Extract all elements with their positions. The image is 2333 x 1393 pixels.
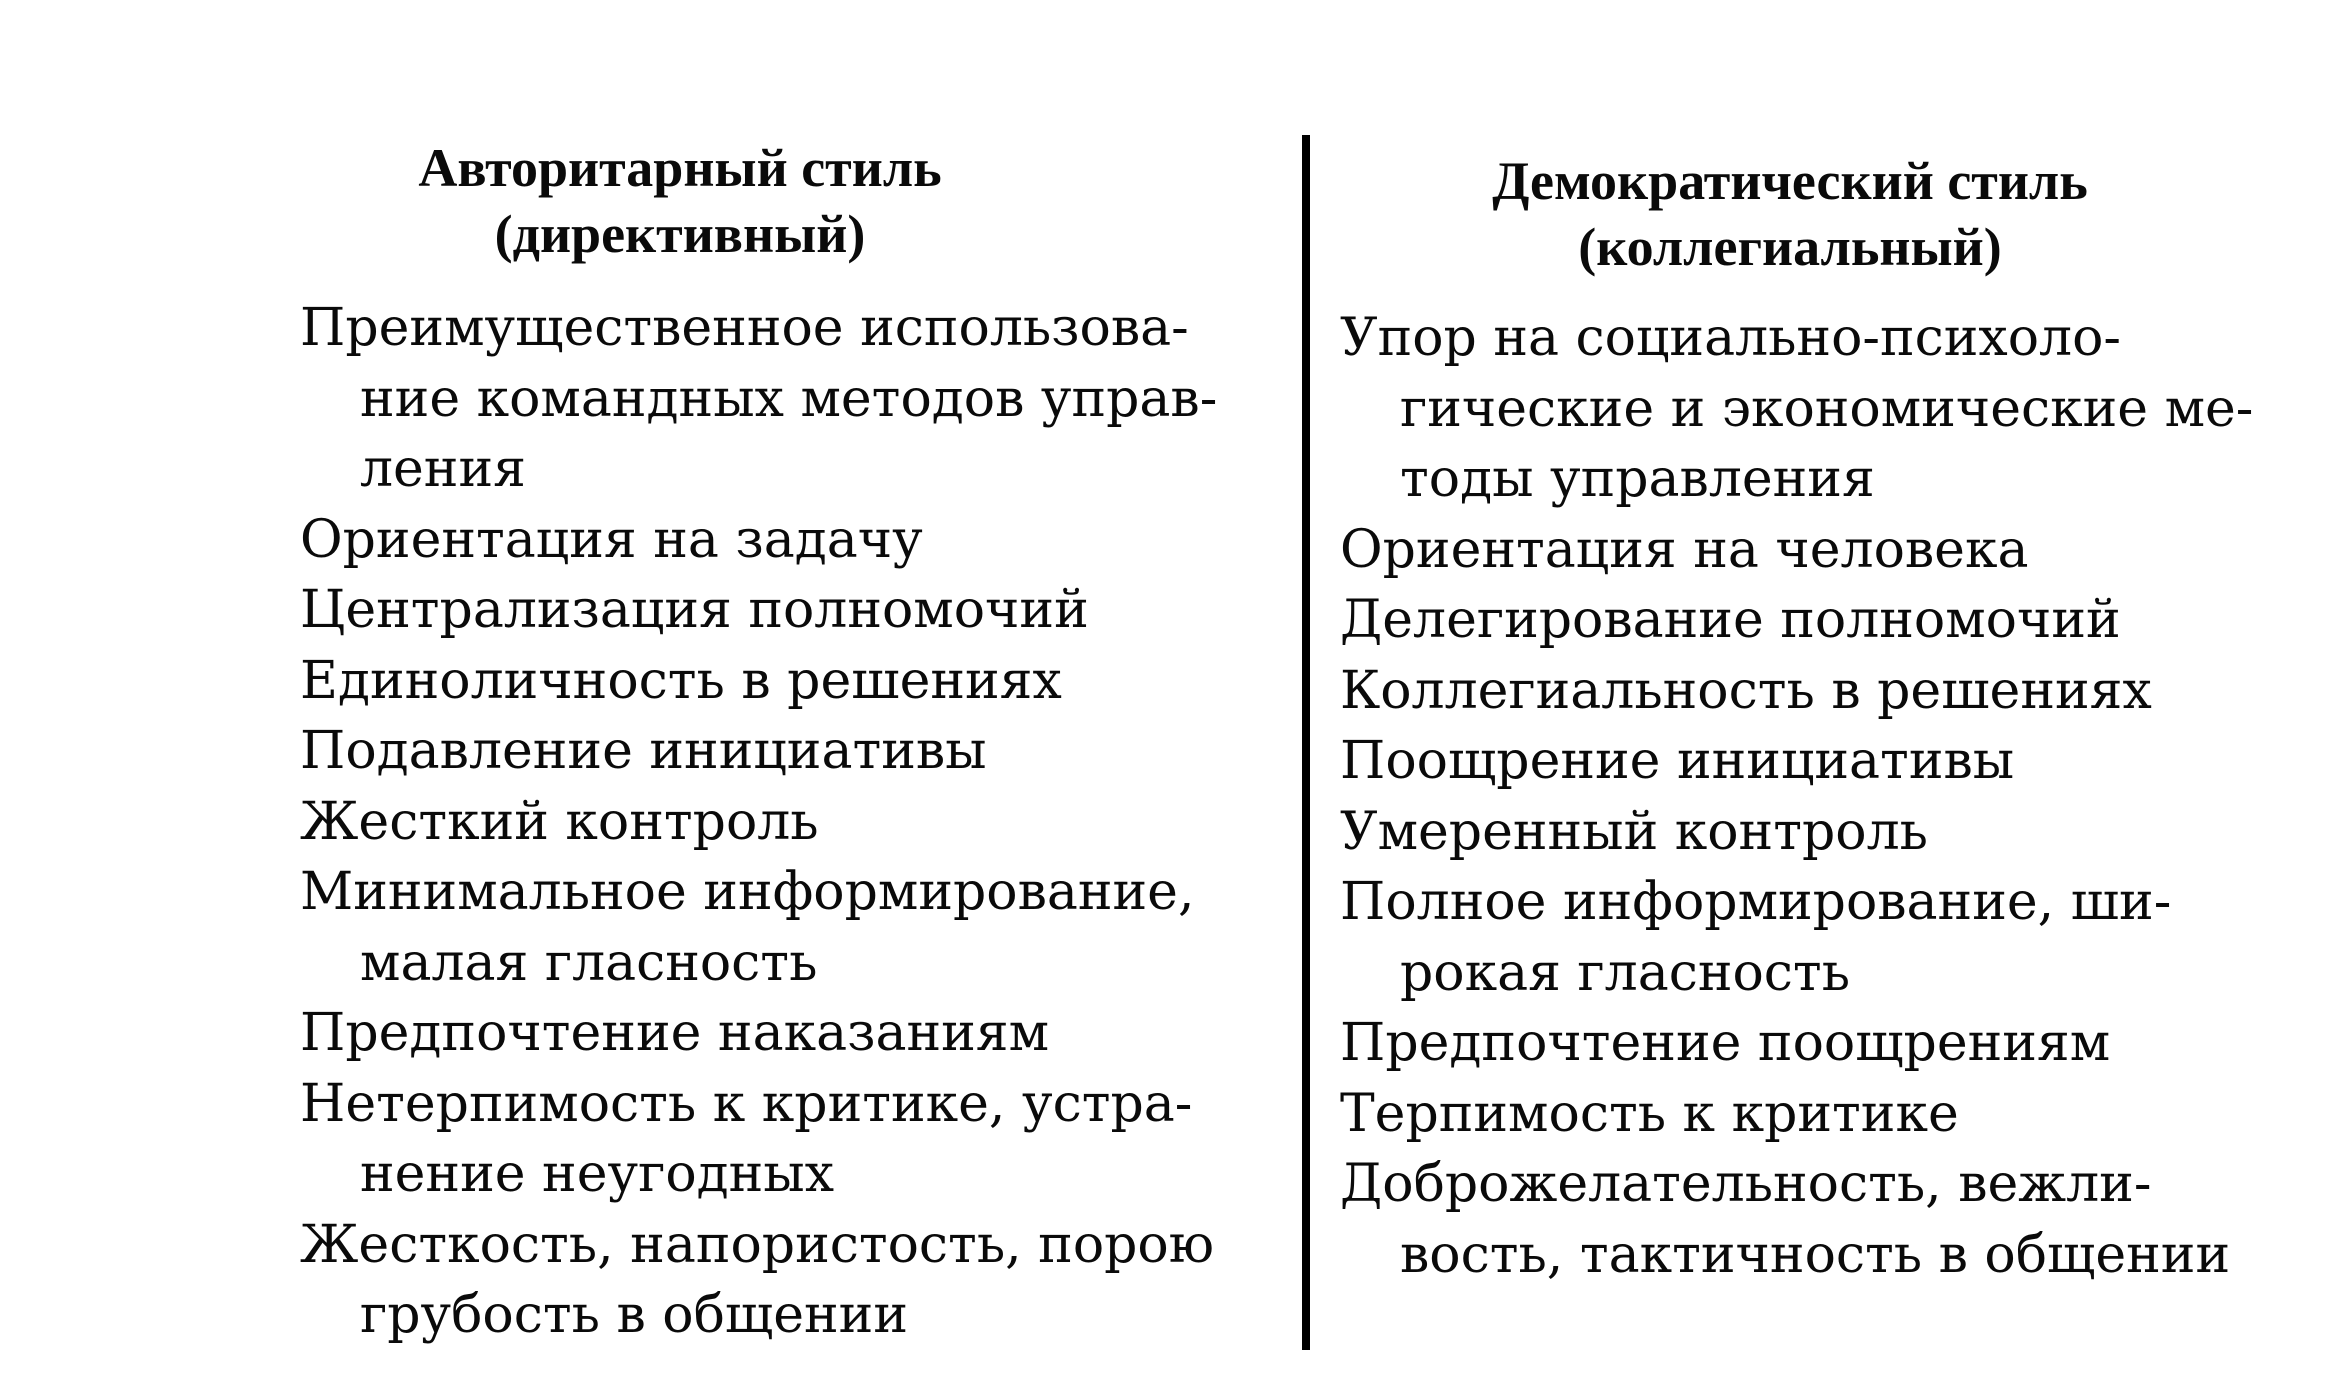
list-item: [1340, 515, 2330, 586]
item-line: Коллегиальность в решениях: [1340, 660, 2152, 721]
item-line: Упор на социально-психоло-: [1340, 308, 2121, 368]
list-item: [300, 787, 1260, 858]
item-line: Делегирование полномочий: [1340, 590, 2121, 650]
item-line: Преимущественное использова-: [300, 298, 1189, 358]
item-line: Нетерпимость к критике, устра-: [300, 1073, 1193, 1134]
heading-line: (директивный): [494, 204, 866, 264]
list-item: [1340, 1079, 2330, 1150]
heading-line: Авторитарный стиль: [418, 138, 942, 198]
list-item: [1340, 1008, 2330, 1079]
item-line: рокая гласность: [1400, 942, 1850, 1003]
item-line: Предпочтение поощрениям: [1340, 1013, 2111, 1073]
item-line: Ориентация на задачу: [300, 509, 923, 570]
item-line: тоды управления: [1400, 449, 1875, 509]
item-line: ние командных методов управ-: [360, 368, 1218, 429]
democratic-style-list: [1340, 303, 2330, 1290]
list-item: [300, 998, 1260, 1069]
list-item: [300, 857, 1260, 998]
item-line: Единоличность в решениях: [300, 650, 1062, 711]
list-item: [1340, 303, 2330, 515]
list-item: [300, 575, 1260, 646]
item-line: грубость в общении: [360, 1285, 908, 1345]
item-line: Жесткость, напористость, порою: [300, 1214, 1215, 1275]
list-item: [1340, 797, 2330, 868]
list-item: [1340, 1149, 2330, 1290]
item-line: гические и экономические ме-: [1400, 378, 2254, 439]
item-line: Умеренный контроль: [1340, 801, 1928, 862]
list-item: [300, 293, 1260, 505]
column-divider: [1302, 135, 1310, 1350]
item-line: Централизация полномочий: [300, 580, 1089, 640]
authoritarian-style-heading: [300, 135, 1060, 267]
item-line: ления: [360, 439, 526, 499]
list-item: [1340, 867, 2330, 1008]
list-item: [1340, 726, 2330, 797]
item-line: Предпочтение наказаниям: [300, 1003, 1050, 1063]
list-item: [300, 505, 1260, 576]
item-line: Минимальное информирование,: [300, 862, 1195, 922]
list-item: [300, 716, 1260, 787]
item-line: малая гласность: [360, 932, 818, 993]
democratic-style-heading: [1340, 148, 2240, 280]
item-line: нение неугодных: [360, 1144, 835, 1204]
list-item: [1340, 656, 2330, 727]
item-line: Ориентация на человека: [1340, 519, 2029, 580]
list-item: [300, 646, 1260, 717]
item-line: Подавление инициативы: [300, 721, 987, 781]
item-line: Полное информирование, ши-: [1340, 872, 2172, 932]
authoritarian-style-list: [300, 293, 1260, 1351]
item-line: Терпимость к критике: [1340, 1083, 1959, 1144]
item-line: Доброжелательность, вежли-: [1340, 1154, 2152, 1214]
heading-line: (коллегиальный): [1578, 217, 2002, 277]
item-line: вость, тактичность в общении: [1400, 1224, 2231, 1285]
list-item: [1340, 585, 2330, 656]
item-line: Жесткий контроль: [300, 791, 819, 852]
list-item: [300, 1069, 1260, 1210]
list-item: [300, 1210, 1260, 1351]
item-line: Поощрение инициативы: [1340, 731, 2015, 791]
heading-line: Демократический стиль: [1492, 151, 2088, 211]
